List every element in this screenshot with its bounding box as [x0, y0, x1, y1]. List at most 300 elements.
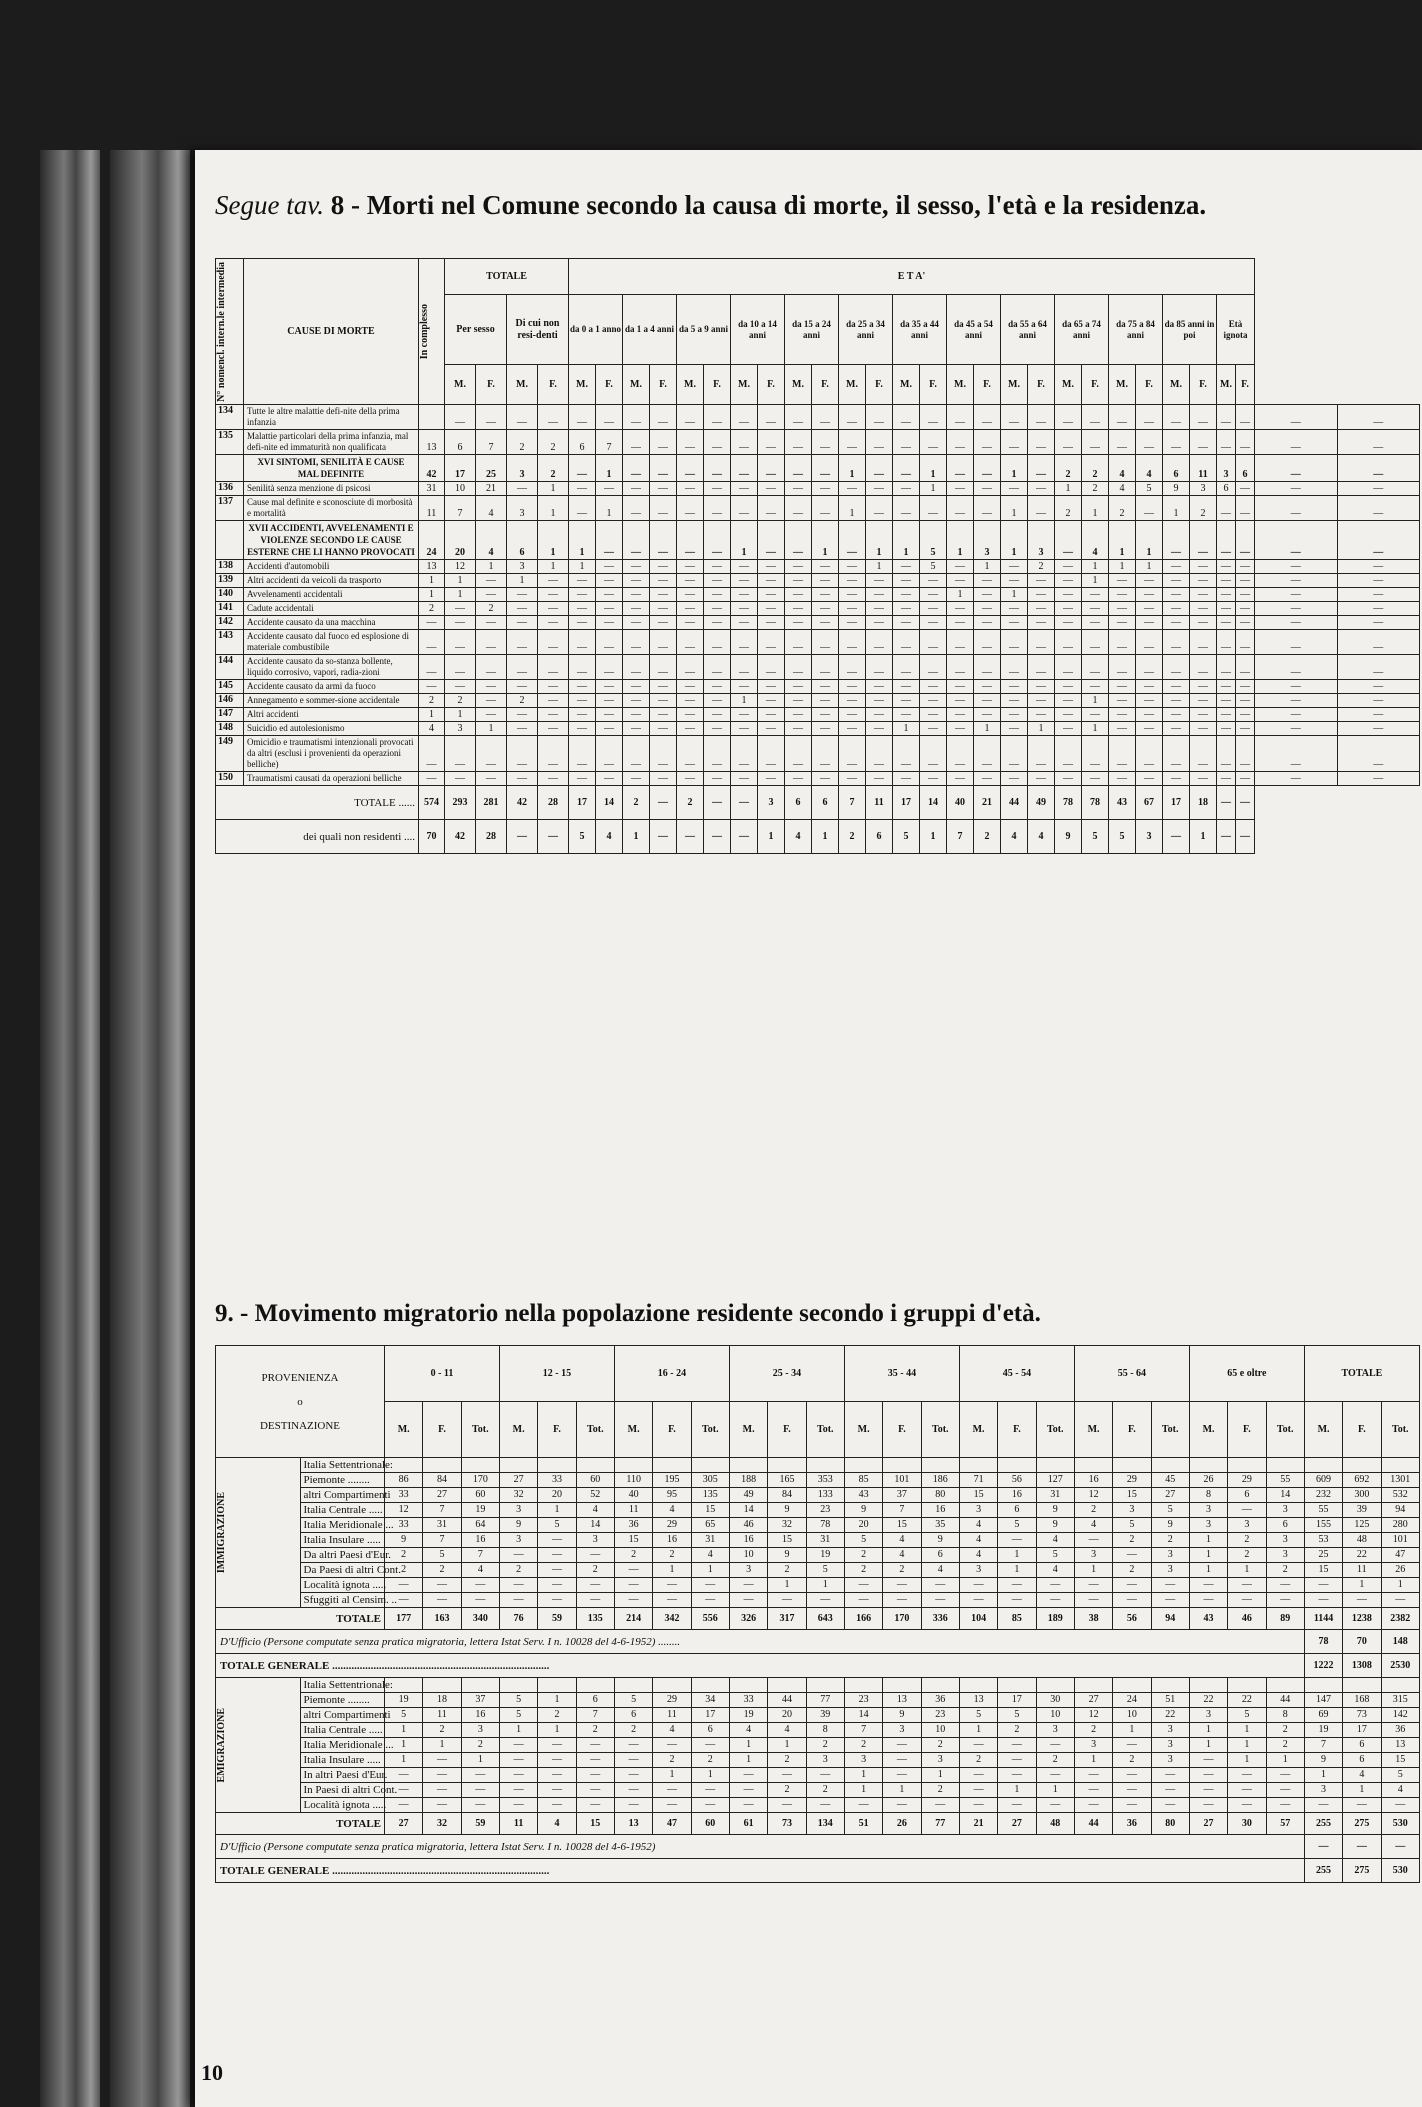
cell-value: 1	[445, 708, 476, 722]
cell-value: —	[947, 430, 974, 455]
cell-value: —	[614, 1738, 652, 1753]
cell-value: 5	[385, 1708, 423, 1723]
cell-value: —	[729, 1783, 767, 1798]
cell-value: 13	[419, 430, 445, 455]
cell-value: —	[866, 455, 893, 482]
cell-value: 7	[576, 1708, 614, 1723]
cell-value: —	[614, 1783, 652, 1798]
cell-value: 255	[1304, 1813, 1342, 1835]
cell-value: —	[839, 722, 866, 736]
cell-value: —	[1217, 708, 1236, 722]
col-m: M.	[499, 1402, 537, 1458]
cell-value: —	[1337, 708, 1420, 722]
cell-value: —	[476, 694, 507, 708]
cell-value: —	[839, 616, 866, 630]
cell-value: —	[883, 1753, 921, 1768]
cell-value: —	[921, 1578, 959, 1593]
cell-value: —	[476, 680, 507, 694]
cell-value: —	[704, 602, 731, 616]
col-f: F.	[538, 365, 569, 405]
row-label: Italia Meridionale ...	[300, 1738, 385, 1753]
cell-value: —	[1337, 560, 1420, 574]
cell-value: 36	[1381, 1723, 1419, 1738]
cell-value: 14	[729, 1503, 767, 1518]
cell-value: 16	[1074, 1473, 1112, 1488]
cell-value: 77	[806, 1693, 844, 1708]
cell-value: 15	[614, 1533, 652, 1548]
cell-value: 80	[921, 1488, 959, 1503]
cell-value: 3	[1228, 1518, 1266, 1533]
cell-value: 15	[1113, 1488, 1151, 1503]
table-row	[216, 588, 1420, 602]
cell-value: 78	[1082, 786, 1109, 820]
cell-value: 70	[1343, 1630, 1381, 1654]
cell-value: 38	[1074, 1608, 1112, 1630]
cell-value: 6	[569, 430, 596, 455]
cell-value: —	[974, 455, 1001, 482]
cell-value: —	[1217, 772, 1236, 786]
cell-value: —	[731, 722, 758, 736]
col-age-group: da 45 a 54 anni	[947, 295, 1001, 365]
row-number: 139	[216, 574, 244, 588]
cell-value: 2	[768, 1753, 806, 1768]
cell-value: 170	[883, 1608, 921, 1630]
col-f: F.	[1082, 365, 1109, 405]
cell-value: 609	[1304, 1473, 1342, 1488]
cell-value: 29	[1228, 1473, 1266, 1488]
cell-value: —	[866, 405, 893, 430]
col-m: M.	[385, 1402, 423, 1458]
cell-value: —	[623, 680, 650, 694]
cell-value: —	[1236, 772, 1255, 786]
cell-value: —	[1055, 655, 1082, 680]
col-tot: Tot.	[461, 1402, 499, 1458]
cell-value: —	[1189, 1753, 1227, 1768]
cell-value: 1	[419, 708, 445, 722]
cell-value: 1	[623, 820, 650, 854]
cell-value: 9	[1036, 1503, 1074, 1518]
cell-value: —	[1255, 722, 1337, 736]
cell-value: 1	[507, 574, 538, 588]
cell-value: —	[1163, 722, 1190, 736]
cell-value: 1	[385, 1753, 423, 1768]
cell-value: —	[1163, 630, 1190, 655]
cell-value: —	[1343, 1835, 1381, 1859]
cell-value	[1343, 1458, 1381, 1473]
cell-value: —	[947, 560, 974, 574]
cell-value: —	[1028, 736, 1055, 772]
cell-value: —	[920, 616, 947, 630]
cell-value: —	[1337, 722, 1420, 736]
cell-value: 1	[1055, 482, 1082, 496]
cell-value: —	[476, 655, 507, 680]
cell-value: —	[499, 1738, 537, 1753]
cell-value: —	[538, 655, 569, 680]
cell-value: 5	[998, 1518, 1036, 1533]
cell-value: —	[893, 680, 920, 694]
cell-value: —	[1304, 1578, 1342, 1593]
cell-value: 29	[1113, 1473, 1151, 1488]
cell-value: —	[538, 1798, 576, 1813]
cell-value: —	[866, 680, 893, 694]
cell-value: 6	[1163, 455, 1190, 482]
cell-value: 15	[768, 1533, 806, 1548]
cell-value: —	[893, 574, 920, 588]
cell-value: —	[507, 736, 538, 772]
cell-value: —	[569, 680, 596, 694]
cell-value: 1	[947, 588, 974, 602]
cell-value: 134	[806, 1813, 844, 1835]
cell-value: 1	[569, 560, 596, 574]
cell-value: —	[839, 708, 866, 722]
cell-value: 14	[920, 786, 947, 820]
cell-value: 3	[959, 1503, 997, 1518]
cell-value: —	[704, 786, 731, 820]
cell-value	[538, 1458, 576, 1473]
col-m: M.	[785, 365, 812, 405]
cell-value: —	[1109, 694, 1136, 708]
cell-value: 6	[1343, 1753, 1381, 1768]
cause-label: Malattie particolari della prima infanzia, mal defi-nite ed immaturità non qualificata	[244, 430, 419, 455]
cell-value: 5	[998, 1708, 1036, 1723]
cell-value: 4	[691, 1548, 729, 1563]
cell-value: —	[623, 736, 650, 772]
table-row	[216, 1708, 1420, 1723]
cell-value: —	[866, 602, 893, 616]
cell-value: —	[1055, 430, 1082, 455]
cell-value: 1	[1228, 1563, 1266, 1578]
cell-value: 44	[1074, 1813, 1112, 1835]
cell-value: —	[538, 708, 569, 722]
cell-value: —	[812, 616, 839, 630]
total-row	[216, 1608, 1420, 1630]
col-f: F.	[1236, 365, 1255, 405]
cell-value: —	[758, 496, 785, 521]
cell-value: —	[704, 694, 731, 708]
cell-value: —	[623, 521, 650, 560]
cell-value: 29	[653, 1693, 691, 1708]
cell-value: —	[1236, 820, 1255, 854]
cell-value: —	[1337, 736, 1420, 772]
cell-value: 1	[839, 455, 866, 482]
cell-value: —	[731, 455, 758, 482]
cell-value: 5	[538, 1518, 576, 1533]
cell-value: —	[1136, 708, 1163, 722]
cell-value: 135	[576, 1608, 614, 1630]
cell-value: —	[476, 708, 507, 722]
cell-value: 2	[1055, 496, 1082, 521]
cell-value: —	[1189, 1768, 1227, 1783]
cell-value: 1	[844, 1768, 882, 1783]
cell-value: —	[419, 630, 445, 655]
cell-value: 26	[1381, 1563, 1419, 1578]
col-f: F.	[538, 1402, 576, 1458]
cell-value: —	[920, 602, 947, 616]
cell-value: —	[1136, 630, 1163, 655]
cell-value: —	[677, 820, 704, 854]
cell-value	[998, 1458, 1036, 1473]
cell-value: 147	[1304, 1693, 1342, 1708]
cell-value: 1	[691, 1768, 729, 1783]
cell-value: —	[839, 694, 866, 708]
cell-value: —	[1151, 1593, 1189, 1608]
row-number: 143	[216, 630, 244, 655]
cell-value: 1	[538, 560, 569, 574]
cell-value: —	[576, 1783, 614, 1798]
cell-value: 1	[569, 521, 596, 560]
cell-value: —	[1255, 496, 1337, 521]
cell-value: 1238	[1343, 1608, 1381, 1630]
cell-value: —	[758, 430, 785, 455]
cell-value: 1	[538, 1723, 576, 1738]
ufficio-row	[216, 1835, 1420, 1859]
cell-value: 3	[921, 1753, 959, 1768]
cell-value: 28	[476, 820, 507, 854]
cell-value: 1	[883, 1783, 921, 1798]
cell-value: —	[812, 680, 839, 694]
table-row	[216, 430, 1420, 455]
cell-value: 3	[1217, 455, 1236, 482]
cell-value: 4	[419, 722, 445, 736]
cell-value: 1	[1189, 1738, 1227, 1753]
cell-value: 1	[1082, 496, 1109, 521]
cell-value: —	[758, 616, 785, 630]
cell-value: 3	[974, 521, 1001, 560]
cell-value: 22	[1228, 1693, 1266, 1708]
cell-value: —	[1028, 588, 1055, 602]
cell-value: —	[844, 1593, 882, 1608]
cell-value: —	[423, 1783, 461, 1798]
cell-value: —	[1190, 630, 1217, 655]
cell-value: —	[1055, 708, 1082, 722]
cell-value: 20	[768, 1708, 806, 1723]
cell-value: —	[1109, 772, 1136, 786]
cell-value: —	[893, 560, 920, 574]
cell-value	[423, 1678, 461, 1693]
cell-value: 4	[653, 1723, 691, 1738]
cell-value: 1	[1189, 1548, 1227, 1563]
table-row	[216, 655, 1420, 680]
cell-value: —	[1236, 694, 1255, 708]
cell-value: 85	[998, 1608, 1036, 1630]
cell-value: —	[1082, 630, 1109, 655]
cell-value: 3	[729, 1563, 767, 1578]
cell-value: 2	[476, 602, 507, 616]
cell-value: —	[423, 1753, 461, 1768]
cell-value: 2	[1266, 1738, 1304, 1753]
cell-value: —	[947, 455, 974, 482]
cell-value: 15	[1381, 1753, 1419, 1768]
cell-value: —	[959, 1798, 997, 1813]
cell-value: 73	[768, 1813, 806, 1835]
cell-value: —	[1028, 482, 1055, 496]
cell-value: 65	[691, 1518, 729, 1533]
cell-value: —	[921, 1798, 959, 1813]
cell-value: —	[1190, 694, 1217, 708]
cell-value: —	[893, 772, 920, 786]
cell-value: —	[650, 496, 677, 521]
cell-value: —	[1217, 736, 1236, 772]
col-f: F.	[1136, 365, 1163, 405]
cell-value: —	[844, 1578, 882, 1593]
cell-value: —	[866, 588, 893, 602]
cell-value: 2	[445, 694, 476, 708]
cell-value: —	[1163, 574, 1190, 588]
cell-value: 23	[844, 1693, 882, 1708]
cell-value: —	[1082, 405, 1109, 430]
cell-value: 17	[569, 786, 596, 820]
cell-value: —	[1190, 602, 1217, 616]
cell-value: 9	[1036, 1518, 1074, 1533]
table-row	[216, 1548, 1420, 1563]
cell-value: —	[691, 1593, 729, 1608]
cell-value: 10	[445, 482, 476, 496]
cell-value: 17	[691, 1708, 729, 1723]
o-label: o	[297, 1395, 303, 1408]
cell-value: —	[729, 1578, 767, 1593]
cell-value: —	[1055, 602, 1082, 616]
cell-value: —	[419, 736, 445, 772]
cell-value: 76	[499, 1608, 537, 1630]
cell-value: —	[623, 560, 650, 574]
cell-value: 2	[423, 1723, 461, 1738]
cell-value: 4	[1074, 1518, 1112, 1533]
cell-value: —	[947, 655, 974, 680]
cell-value: 11	[866, 786, 893, 820]
cell-value: —	[704, 560, 731, 574]
cell-value: 353	[806, 1473, 844, 1488]
cell-value: 21	[959, 1813, 997, 1835]
cell-value: —	[704, 405, 731, 430]
cell-value: 71	[959, 1473, 997, 1488]
cell-value: —	[1028, 708, 1055, 722]
cell-value: —	[1109, 680, 1136, 694]
cell-value: 9	[921, 1533, 959, 1548]
cell-value: 4	[1001, 820, 1028, 854]
cell-value: —	[423, 1578, 461, 1593]
cell-value: —	[785, 521, 812, 560]
cell-value: —	[1381, 1593, 1419, 1608]
cell-value: 40	[947, 786, 974, 820]
cell-value: 281	[476, 786, 507, 820]
cell-value: —	[1236, 630, 1255, 655]
cell-value: —	[538, 694, 569, 708]
cell-value: —	[704, 708, 731, 722]
cell-value: —	[1189, 1578, 1227, 1593]
page-title	[215, 190, 1206, 221]
cell-value: —	[445, 630, 476, 655]
non-residenti-row-label: dei quali non residenti ....	[216, 820, 419, 854]
cell-value: —	[1236, 602, 1255, 616]
cell-value: —	[785, 496, 812, 521]
table-row	[216, 708, 1420, 722]
cell-value: —	[650, 560, 677, 574]
table-row	[216, 602, 1420, 616]
cell-value: 34	[691, 1693, 729, 1708]
title-text: 8 - Morti nel Comune secondo la causa di morte, il sesso, l'età e la residenza.	[330, 190, 1207, 220]
col-age-group: da 1 a 4 anni	[623, 295, 677, 365]
cell-value: 125	[1343, 1518, 1381, 1533]
cell-value: —	[947, 772, 974, 786]
row-number	[216, 521, 244, 560]
col-age-group: da 85 anni in poi	[1163, 295, 1217, 365]
cell-value: 14	[596, 786, 623, 820]
cell-value: 42	[419, 455, 445, 482]
cell-value: 6	[691, 1723, 729, 1738]
cell-value: 1	[1189, 1563, 1227, 1578]
cell-value: 2	[538, 430, 569, 455]
cell-value: 5	[1082, 820, 1109, 854]
cell-value: —	[499, 1783, 537, 1798]
cell-value: —	[677, 496, 704, 521]
cell-value: —	[1304, 1798, 1342, 1813]
cell-value: —	[974, 574, 1001, 588]
cell-value: —	[445, 616, 476, 630]
cell-value: —	[623, 630, 650, 655]
cell-value: 16	[921, 1503, 959, 1518]
cell-value: —	[1001, 772, 1028, 786]
cell-value	[1113, 1458, 1151, 1473]
cell-value: 4	[883, 1533, 921, 1548]
cell-value: 4	[1381, 1783, 1419, 1798]
cell-value: —	[445, 680, 476, 694]
cell-value: —	[623, 655, 650, 680]
cell-value: —	[538, 1783, 576, 1798]
cell-value: —	[569, 482, 596, 496]
cell-value: —	[653, 1798, 691, 1813]
cell-value: —	[1001, 655, 1028, 680]
ufficio-label: D'Ufficio (Persone computate senza pratica migratoria, lettera Istat Serv. I n. 10028 del 4-6-1952)	[216, 1835, 1305, 1859]
cell-value: —	[650, 574, 677, 588]
cell-value: 4	[729, 1723, 767, 1738]
cell-value: —	[1255, 602, 1337, 616]
cell-value: 2	[1028, 560, 1055, 574]
cell-value: —	[1190, 655, 1217, 680]
cell-value: 110	[614, 1473, 652, 1488]
cell-value: 5	[1113, 1518, 1151, 1533]
cell-value	[806, 1678, 844, 1693]
cell-value: 1	[758, 820, 785, 854]
cell-value: —	[731, 430, 758, 455]
cell-value: —	[1190, 616, 1217, 630]
ufficio-row	[216, 1630, 1420, 1654]
cell-value: 2	[507, 430, 538, 455]
cell-value: —	[1001, 694, 1028, 708]
col-age-group: Età ignota	[1217, 295, 1255, 365]
cell-value: 1	[1163, 496, 1190, 521]
cell-value: —	[866, 616, 893, 630]
col-age-group: TOTALE	[1304, 1346, 1419, 1402]
cell-value: —	[1109, 616, 1136, 630]
cell-value: —	[806, 1798, 844, 1813]
cell-value: —	[785, 405, 812, 430]
cell-value: 24	[419, 521, 445, 560]
immigrazione-label-text: IMMIGRAZIONE	[216, 1491, 227, 1574]
cell-value: 3	[499, 1503, 537, 1518]
cell-value: —	[538, 602, 569, 616]
cell-value	[499, 1458, 537, 1473]
cell-value: —	[677, 430, 704, 455]
cell-value: —	[650, 736, 677, 772]
cell-value: 36	[1113, 1813, 1151, 1835]
row-number: 141	[216, 602, 244, 616]
cell-value: 6	[1266, 1518, 1304, 1533]
cell-value	[1151, 1678, 1189, 1693]
cell-value: —	[507, 405, 538, 430]
cell-value: 1	[1001, 455, 1028, 482]
cell-value: 1	[998, 1548, 1036, 1563]
cell-value: 1	[1082, 574, 1109, 588]
